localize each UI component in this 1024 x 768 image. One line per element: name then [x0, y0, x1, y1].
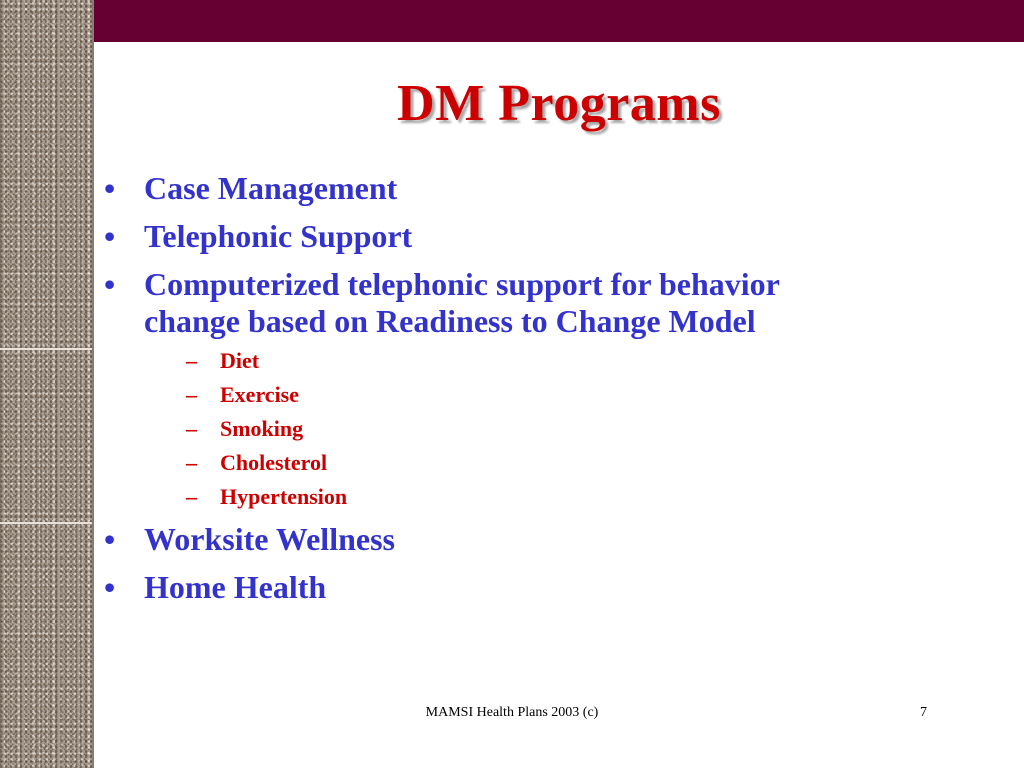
sub-bullet-item — [144, 348, 860, 374]
dash-icon: – — [186, 450, 197, 475]
sub-bullet-text: Hypertension — [220, 484, 348, 509]
sub-bullet-list — [144, 348, 860, 510]
sub-bullet-item — [144, 484, 860, 510]
bullet-text: Worksite Wellness — [144, 521, 395, 557]
footer-text: MAMSI Health Plans 2003 (c) — [425, 705, 599, 720]
dash-icon: – — [186, 382, 197, 407]
sub-bullet-item — [144, 416, 860, 442]
bullet-icon: • — [104, 218, 116, 254]
bullet-icon: • — [104, 569, 116, 605]
bullet-text: Telephonic Support — [144, 218, 413, 254]
bullet-text: Case Management — [144, 170, 398, 206]
granite-texture-sidebar — [0, 0, 94, 768]
sub-bullet-text: Exercise — [220, 382, 300, 407]
bullet-item — [100, 218, 860, 255]
sidebar-divider — [0, 348, 94, 350]
bullet-text: Home Health — [144, 569, 327, 605]
sidebar-divider — [0, 522, 94, 524]
sub-bullet-text: Diet — [220, 348, 260, 373]
dash-icon: – — [186, 484, 197, 509]
header-bar — [94, 0, 1024, 42]
sub-bullet-text: Cholesterol — [220, 450, 328, 475]
bullet-item — [100, 266, 860, 510]
dash-icon: – — [186, 416, 197, 441]
bullet-icon: • — [104, 266, 116, 302]
bullet-icon: • — [104, 170, 116, 206]
page-number: 7 — [920, 705, 927, 720]
bullet-item — [100, 569, 860, 606]
bullet-icon: • — [104, 521, 116, 557]
dash-icon: – — [186, 348, 197, 373]
bullet-item — [100, 170, 860, 207]
slide-title: DM Programs — [397, 75, 721, 132]
sub-bullet-item — [144, 450, 860, 476]
bullet-text: Computerized telephonic support for behavior change based on Readiness to Change Model — [144, 266, 780, 339]
bullet-item — [100, 521, 860, 558]
sub-bullet-text: Smoking — [220, 416, 304, 441]
bullet-list — [100, 170, 860, 617]
sub-bullet-item — [144, 382, 860, 408]
